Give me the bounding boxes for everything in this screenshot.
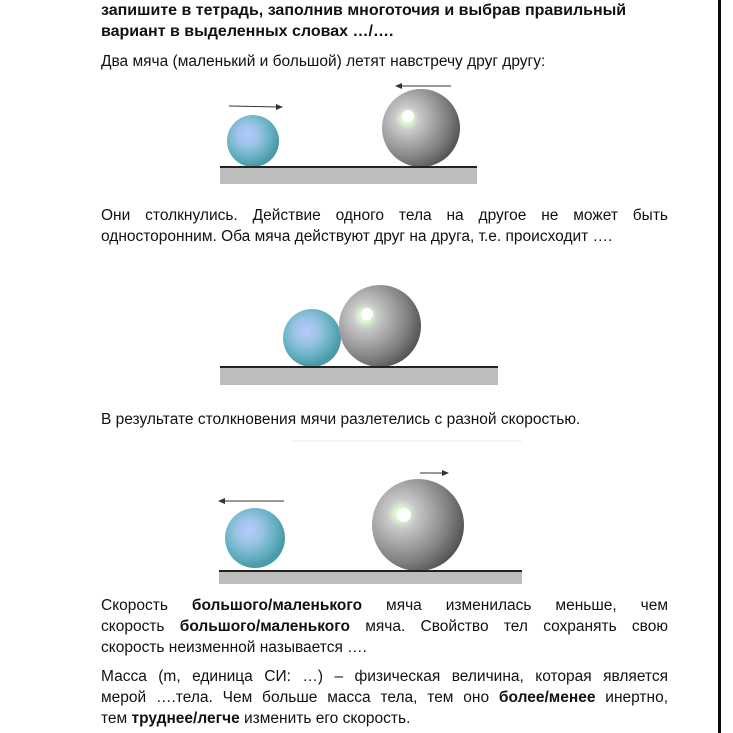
mass-choice-2: труднее/легче — [131, 710, 240, 727]
collision-line-2: односторонним. Оба мяча действуют друг на друга, т.е. происходит …. — [101, 228, 613, 245]
speed-text-3: скорость — [101, 618, 180, 635]
collision-line-1: Они столкнулись. Действие одного тела на другое не может быть — [101, 207, 668, 224]
big-ball — [372, 479, 464, 571]
speed-text-2: мяча изменилась меньше, чем — [362, 597, 668, 614]
mass-line-3 — [101, 708, 668, 729]
instruction-line-2: вариант в выделенных словах …/…. — [101, 23, 394, 40]
speed-text-1: Скорость — [101, 597, 192, 614]
mass-text-2: инертно, — [595, 689, 668, 706]
big-ball — [382, 89, 460, 167]
small-ball — [283, 309, 341, 367]
ground — [219, 572, 522, 584]
ground — [220, 168, 477, 184]
page-edge-bar — [718, 0, 721, 733]
mass-line-2 — [101, 687, 668, 708]
arrow-head-left — [395, 83, 402, 89]
speed-text-4: мяча. Свойство тел сохранять свою — [349, 618, 668, 635]
arrow-head-left — [218, 498, 225, 504]
mass-text-3: тем — [101, 710, 132, 727]
ground — [220, 368, 498, 385]
illustration-approach — [215, 78, 485, 188]
speed-line-1 — [101, 595, 668, 616]
speed-choice-2: большого/маленького — [179, 618, 350, 635]
result-text: В результате столкновения мячи разлетелись с разной скоростью. — [101, 411, 581, 428]
mass-text-4: изменить его скорость. — [239, 710, 411, 727]
speed-line-2 — [101, 616, 668, 637]
big-ball — [339, 285, 421, 367]
speed-paragraph — [101, 595, 668, 658]
illustration-collision — [215, 283, 505, 388]
small-ball — [225, 508, 285, 568]
arrow-head-right — [442, 470, 449, 476]
speed-line-3: скорость неизменной называется …. — [101, 639, 367, 656]
mass-text-1: мерой ….тела. Чем больше масса тела, тем оно — [101, 689, 499, 706]
intro-text: Два мяча (маленький и большой) летят навстречу друг другу: — [101, 53, 546, 70]
mass-choice-1: более/менее — [498, 689, 596, 706]
instruction-text — [101, 0, 671, 42]
arrow-head-right — [276, 104, 283, 110]
speed-choice-1: большого/маленького — [191, 597, 363, 614]
instruction-line-1: запишите в тетрадь, заполнив многоточия и выбрав правильный — [101, 2, 627, 19]
arrow-right-small-ball — [229, 106, 279, 107]
illustration-separation — [212, 438, 527, 586]
collision-text — [101, 205, 668, 247]
small-ball — [227, 115, 279, 167]
mass-paragraph — [101, 666, 668, 729]
mass-line-1: Масса (m, единица СИ: …) – физическая величина, которая является — [101, 668, 668, 685]
